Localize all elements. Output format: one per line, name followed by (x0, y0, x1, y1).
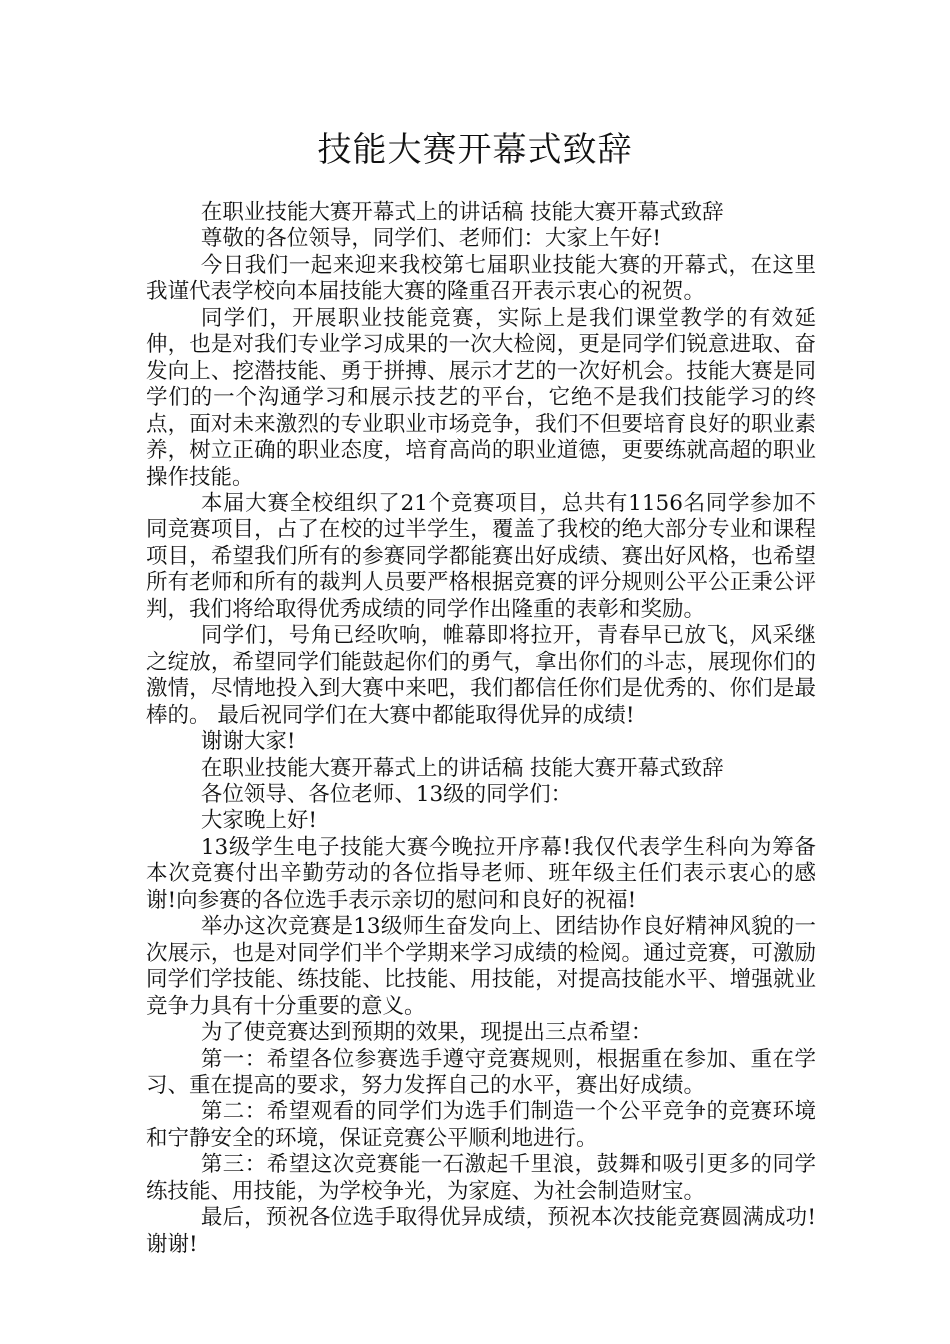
paragraph: 举办这次竞赛是13级师生奋发向上、团结协作良好精神风貌的一次展示，也是对同学们半个学期来学习成绩的检阅。通过竞赛，可激励同学们学技能、练技能、比技能、用技能，对提高技能水平、增强就业竞争力具有十分重要的意义。 (146, 914, 816, 1019)
paragraph: 同学们，号角已经吹响，帷幕即将拉开，青春早已放飞，风采继之绽放，希望同学们能鼓起你们的勇气，拿出你们的斗志，展现你们的激情，尽情地投入到大赛中来吧，我们都信任你们是优秀的、你们是最棒的。 最后祝同学们在大赛中都能取得优异的成绩! (146, 623, 816, 728)
paragraph: 大家晚上好! (200, 808, 317, 834)
paragraph: 在职业技能大赛开幕式上的讲话稿 技能大赛开幕式致辞 (200, 755, 724, 781)
document-body (146, 200, 816, 1258)
paragraph: 同学们，开展职业技能竞赛，实际上是我们课堂教学的有效延伸，也是对我们专业学习成果的一次大检阅，更是同学们锐意进取、奋发向上、挖潜技能、勇于拼搏、展示才艺的一次好机会。技能大赛是同学们的一个沟通学习和展示技艺的平台，它绝不是我们技能学习的终点，面对未来激烈的专业职业市场竞争，我们不但要培育良好的职业素养，树立正确的职业态度，培育高尚的职业道德，更要练就高超的职业操作技能。 (146, 305, 816, 490)
paragraph: 13级学生电子技能大赛今晚拉开序幕!我仅代表学生科向为筹备本次竞赛付出辛勤劳动的各位指导老师、班年级主任们表示衷心的感谢!向参赛的各位选手表示亲切的慰问和良好的祝福! (146, 834, 816, 913)
paragraph: 第一：希望各位参赛选手遵守竞赛规则，根据重在参加、重在学习、重在提高的要求，努力发挥自己的水平，赛出好成绩。 (146, 1046, 816, 1098)
paragraph: 第三：希望这次竞赛能一石激起千里浪，鼓舞和吸引更多的同学练技能、用技能，为学校争光，为家庭、为社会制造财宝。 (146, 1152, 816, 1204)
paragraph: 第二：希望观看的同学们为选手们制造一个公平竞争的竞赛环境和宁静安全的环境，保证竞赛公平顺利地进行。 (146, 1099, 816, 1151)
paragraph: 谢谢大家! (200, 729, 296, 755)
paragraph: 尊敬的各位领导，同学们、老师们：大家上午好! (200, 226, 661, 252)
paragraph: 在职业技能大赛开幕式上的讲话稿 技能大赛开幕式致辞 (200, 200, 724, 225)
paragraph: 各位领导、各位老师、13级的同学们： (200, 781, 573, 807)
paragraph: 为了使竞赛达到预期的效果，现提出三点希望： (200, 1020, 653, 1046)
document-title: 技能大赛开幕式致辞 (317, 130, 633, 170)
paragraph: 今日我们一起来迎来我校第七届职业技能大赛的开幕式，在这里我谨代表学校向本届技能大赛的隆重召开表示衷心的祝贺。 (146, 252, 816, 305)
paragraph: 最后，预祝各位选手取得优异成绩，预祝本次技能竞赛圆满成功!谢谢! (146, 1205, 816, 1257)
paragraph: 本届大赛全校组织了21个竞赛项目，总共有1156名同学参加不同竞赛项目，占了在校的过半学生，覆盖了我校的绝大部分专业和课程项目，希望我们所有的参赛同学都能赛出好成绩、赛出好风格，也希望所有老师和所有的裁判人员要严格根据竞赛的评分规则公平公正秉公评判，我们将给取得优秀成绩的同学作出隆重的表彰和奖励。 (146, 490, 816, 622)
